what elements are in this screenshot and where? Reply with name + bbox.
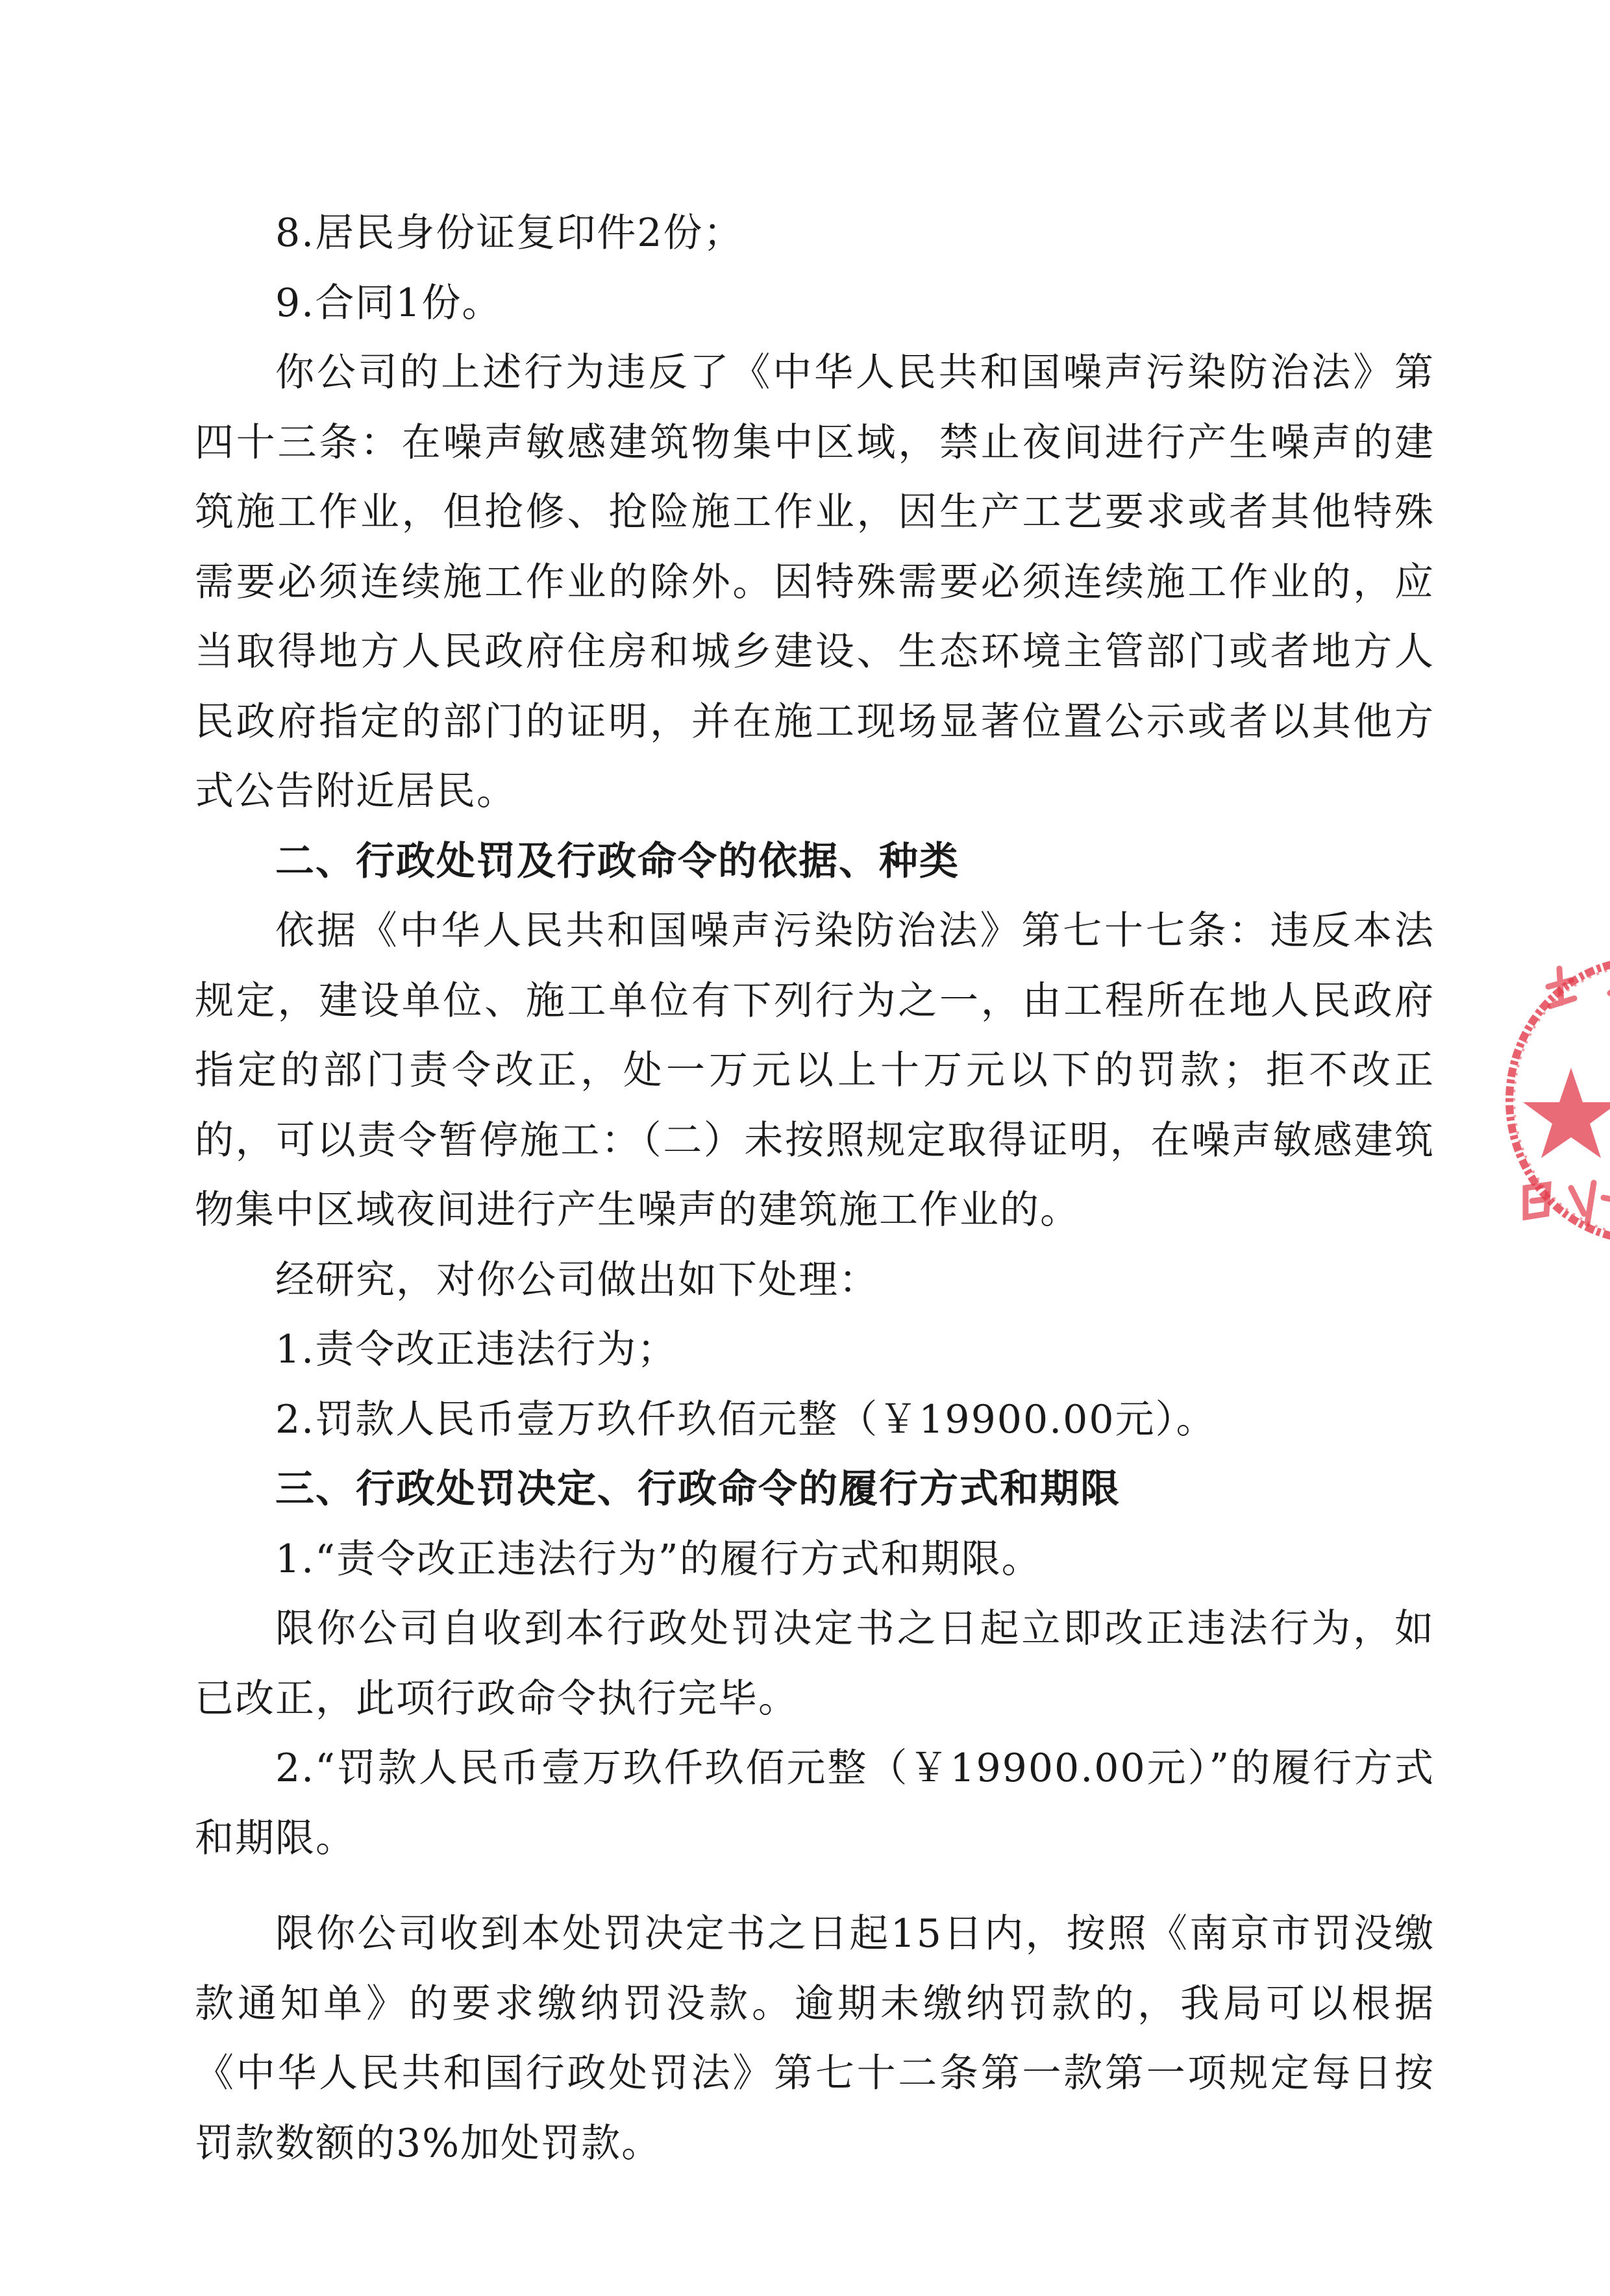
attachment-item-8: 8.居民身份证复印件2份； [275,210,744,256]
seal-star-icon [1523,1068,1610,1158]
section-heading-3: 三、行政处罚决定、行政命令的履行方式和期限 [275,1466,1121,1512]
section-heading-2: 二、行政处罚及行政命令的依据、种类 [275,838,960,884]
attachment-item-9: 9.合同1份。 [275,280,502,326]
fulfillment-item-2: 2.“罚款人民币壹万玖仟玖佰元整（￥19900.00元）”的履行方式和期限。 [195,1746,1435,1861]
decision-item-1: 1.责令改正违法行为； [275,1327,678,1372]
decision-item-2: 2.罚款人民币壹万玖仟玖佰元整（￥19900.00元）。 [275,1396,1217,1442]
decision-intro: 经研究，对你公司做出如下处理： [275,1257,879,1303]
document-body [195,199,1435,2179]
fulfillment-item-1-detail: 限你公司自收到本行政处罚决定书之日起立即改正违法行为，如已改正，此项行政命令执行完毕。 [195,1606,1435,1722]
legal-basis-paragraph: 依据《中华人民共和国噪声污染防治法》第七十七条：违反本法规定，建设单位、施工单位有下列行为之一，由工程所在地人民政府指定的部门责令改正，处一万元以上十万元以下的罚款；拒不改正的，可以责令暂停施工：（二）未按照规定取得证明，在噪声敏感建筑物集中区域夜间进行产生噪声的建筑施工作业的。 [195,908,1435,1233]
violation-paragraph: 你公司的上述行为违反了《中华人民共和国噪声污染防治法》第四十三条：在噪声敏感建筑物集中区域，禁止夜间进行产生噪声的建筑施工作业，但抢修、抢险施工作业，因生产工艺要求或者其他特殊需要必须连续施工作业的除外。因特殊需要必须连续施工作业的，应当取得地方人民政府住房和城乡建设、生态环境主管部门或者地方人民政府指定的部门的证明，并在施工现场显著位置公示或者以其他方式公告附近居民。 [195,350,1435,814]
official-seal-stamp [1487,941,1610,1279]
fulfillment-item-2-detail: 限你公司收到本处罚决定书之日起15日内，按照《南京市罚没缴款通知单》的要求缴纳罚没款。逾期未缴纳罚款的，我局可以根据《中华人民共和国行政处罚法》第七十二条第一款第一项规定每日按罚款数额的3%加处罚款。 [195,1911,1435,2166]
paragraph-gap [195,1873,1435,1899]
fulfillment-item-1: 1.“责令改正违法行为”的履行方式和期限。 [275,1536,1042,1582]
